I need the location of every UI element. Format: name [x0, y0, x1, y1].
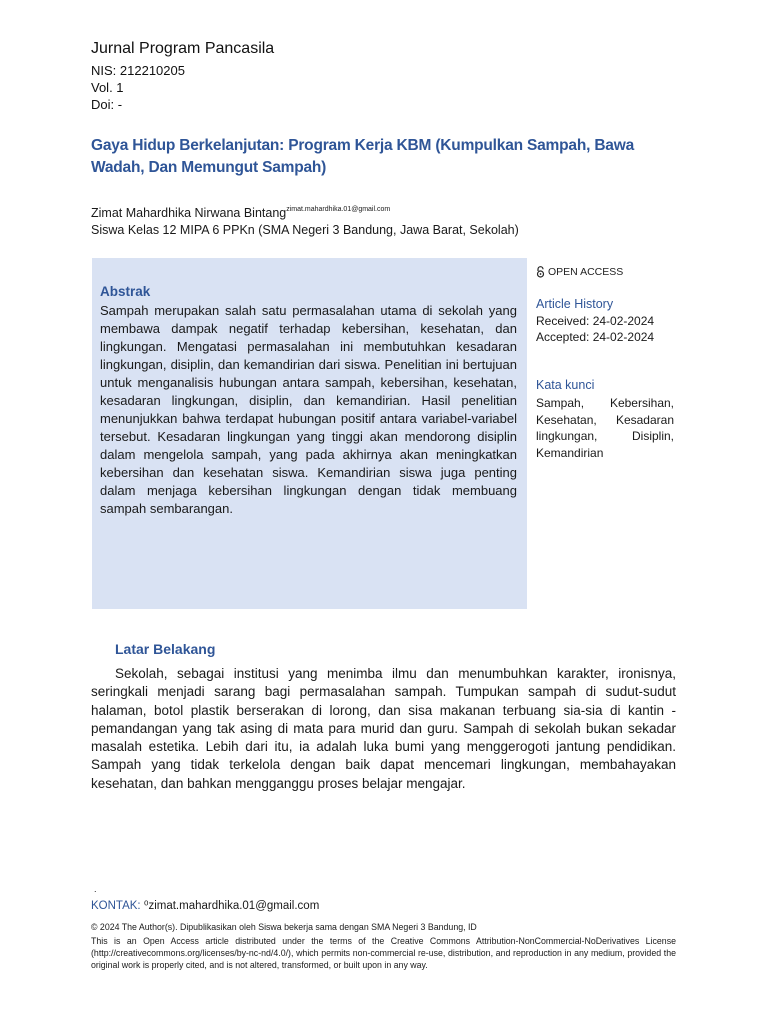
- abstract-body: Sampah merupakan salah satu permasalahan utama di sekolah yang membawa dampak negatif terhadap kebersihan, kesehatan, dan lingkungan. Mengatasi permasalahan ini membutuhkan kesadaran lingkungan, disiplin, dan kemandirian dari siswa. Penelitian ini bertujuan untuk menganalisis hubungan antara sampah, kebersihan, kesehatan, kesadaran lingkungan, disiplin, dan kemandirian. Hasil penelitian menunjukkan bahwa terdapat hubungan positif antara variabel-variabel tersebut. Kesadaran lingkungan yang tinggi akan mendorong disiplin dalam mengelola sampah, yang pada akhirnya akan meningkatkan kebersihan dan kesehatan siswa. Kemandirian siswa juga penting dalam menjaga kebersihan lingkungan dengan tidak membuang sampah sembarangan.: [100, 303, 517, 516]
- keywords-heading: Kata kunci: [536, 378, 595, 392]
- open-access-badge: [536, 266, 623, 278]
- author-affiliation: Siswa Kelas 12 MIPA 6 PPKn (SMA Negeri 3 Bandung, Jawa Barat, Sekolah): [91, 223, 519, 237]
- open-access-label: OPEN ACCESS: [548, 266, 624, 278]
- open-lock-icon: [536, 266, 545, 278]
- volume-line: Vol. 1: [91, 80, 124, 95]
- author-name: Zimat Mahardhika Nirwana Bintang: [91, 206, 287, 220]
- copyright-notice: © 2024 The Author(s). Dipublikasikan oleh Siswa bekerja sama dengan SMA Negeri 3 Bandung, ID: [91, 922, 477, 932]
- nis-line: NIS: 212210205: [91, 63, 185, 78]
- license-notice: This is an Open Access article distributed under the terms of the Creative Commons Attribution-NonCommercial-NoDerivatives License (http://creativecommons.org/licenses/by-nc-nd/4.0/), which permits non-commercial re-use, distribution, and reproduction in any medium, provided the original work is properly cited, and is not altered, transformed, or built upon in any way.: [91, 936, 676, 970]
- section-heading: Latar Belakang: [115, 641, 216, 657]
- doi-line: Doi: -: [91, 97, 123, 112]
- accepted-date: Accepted: 24-02-2024: [536, 330, 655, 344]
- author-email-superscript: zimat.mahardhika.01@gmail.com: [286, 206, 391, 213]
- footnote-marker: .: [94, 884, 97, 894]
- article-history-heading: Article History: [536, 297, 614, 311]
- contact-label: KONTAK:: [91, 900, 141, 912]
- contact-email[interactable]: ⁰zimat.mahardhika.01@gmail.com: [143, 900, 320, 912]
- received-date: Received: 24-02-2024: [536, 314, 655, 328]
- journal-title: Jurnal Program Pancasila: [91, 40, 275, 57]
- paper-title: Gaya Hidup Berkelanjutan: Program Kerja KBM (Kumpulkan Sampah, Bawa Wadah, Dan Memungut Sampah): [91, 137, 635, 176]
- abstract-heading: Abstrak: [100, 284, 151, 299]
- contact-line: [91, 898, 319, 912]
- author-line: [91, 206, 390, 220]
- section-body: Sekolah, sebagai institusi yang menimba ilmu dan menumbuhkan karakter, ironisnya, seringkali menjadi sarang bagi permasalahan sampah. Tumpukan sampah di sudut-sudut halaman, botol plastik berserakan di lorong, dan sisa makanan terbuang sia-sia di kantin - pemandangan yang tak asing di mata para murid dan guru. Sampah di sekolah bukan sekadar masalah estetika. Lebih dari itu, ia adalah luka bumi yang menggerogoti jantung pendidikan. Sampah yang tidak terkelola dengan baik dapat mencemari lingkungan, membahayakan kesehatan, dan bahkan mengganggu proses belajar mengajar.: [91, 666, 676, 791]
- keywords-list: Sampah, Kebersihan, Kesehatan, Kesadaran lingkungan, Disiplin, Kemandirian: [536, 396, 674, 460]
